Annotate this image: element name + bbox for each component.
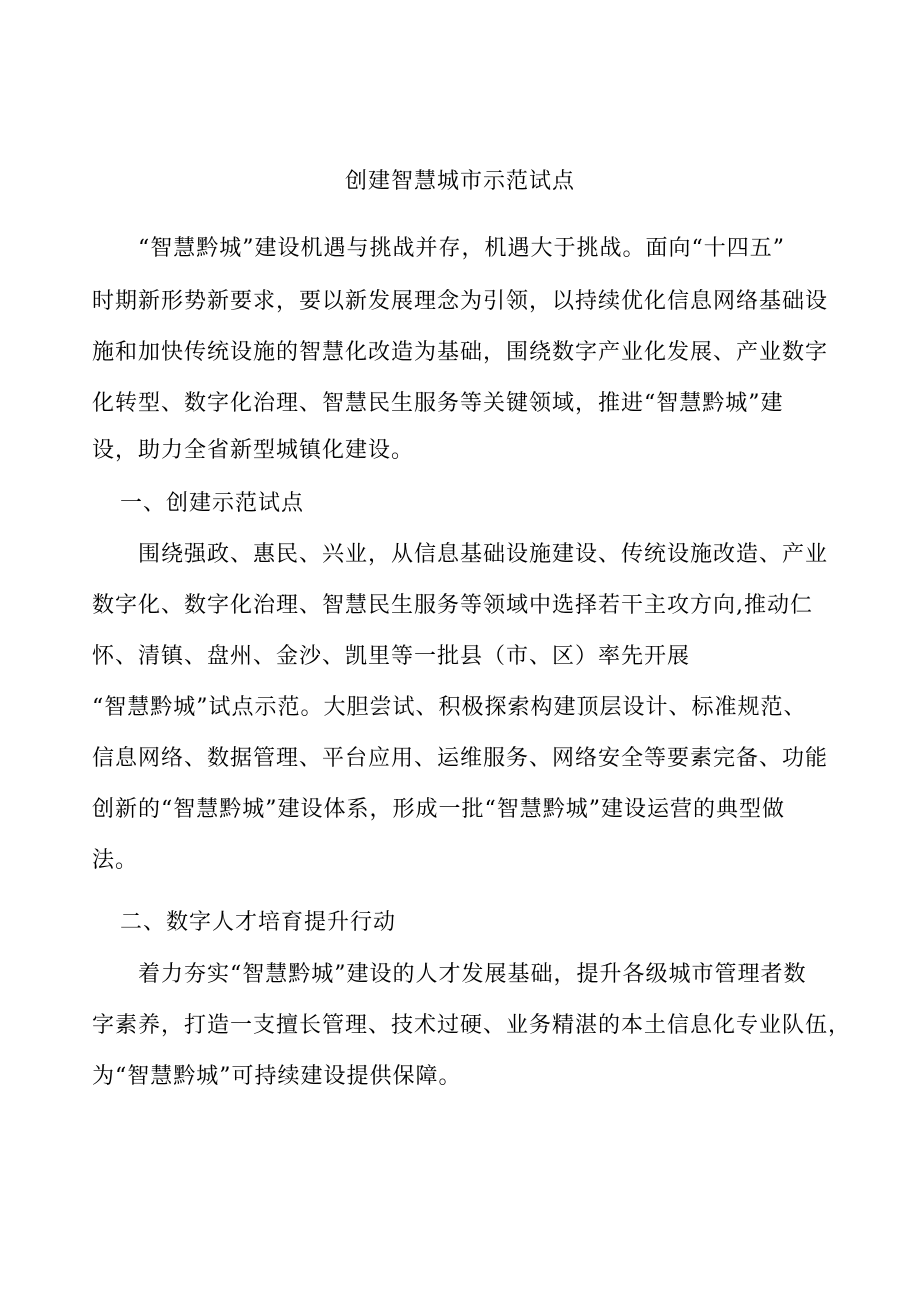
paragraph2-line-2: 数字化、数字化治理、智慧民生服务等领域中选择若干主攻方向,推动仁	[92, 593, 813, 618]
paragraph2-line-7: 法。	[92, 848, 139, 873]
paragraph1-line-1: “智慧黔城”建设机遇与挑战并存，机遇大于挑战。面向“十四五”	[138, 236, 785, 261]
paragraph1-line-3: 施和加快传统设施的智慧化改造为基础，围绕数字产业化发展、产业数字	[92, 340, 829, 365]
paragraph2-line-3: 怀、清镇、盘州、金沙、凯里等一批县（市、区）率先开展	[92, 644, 691, 669]
paragraph1-line-2: 时期新形势新要求，要以新发展理念为引领，以持续优化信息网络基础设	[92, 289, 829, 314]
paragraph2-line-6: 创新的“智慧黔城”建设体系，形成一批“智慧黔城”建设运营的典型做	[92, 797, 785, 822]
paragraph1-line-5: 设，助力全省新型城镇化建设。	[92, 438, 415, 463]
paragraph1-line-4: 化转型、数字化治理、智慧民生服务等关键领域，推进“智慧黔城”建	[92, 391, 784, 416]
paragraph2-line-1: 围绕强政、惠民、兴业，从信息基础设施建设、传统设施改造、产业	[138, 542, 829, 567]
document-title: 创建智慧城市示范试点	[344, 169, 575, 194]
paragraph2-line-5: 信息网络、数据管理、平台应用、运维服务、网络安全等要素完备、功能	[92, 746, 829, 771]
paragraph3-line-3: 为“智慧黔城”可持续建设提供保障。	[92, 1064, 462, 1089]
paragraph3-line-2: 字素养，打造一支擅长管理、技术过硬、业务精湛的本土信息化专业队伍，	[92, 1013, 852, 1038]
section-heading-2: 二、数字人才培育提升行动	[120, 910, 397, 935]
paragraph2-line-4: “智慧黔城”试点示范。大胆尝试、积极探索构建顶层设计、标准规范、	[92, 695, 807, 720]
paragraph3-line-1: 着力夯实“智慧黔城”建设的人才发展基础，提升各级城市管理者数	[138, 962, 807, 987]
section-heading-1: 一、创建示范试点	[120, 491, 305, 516]
